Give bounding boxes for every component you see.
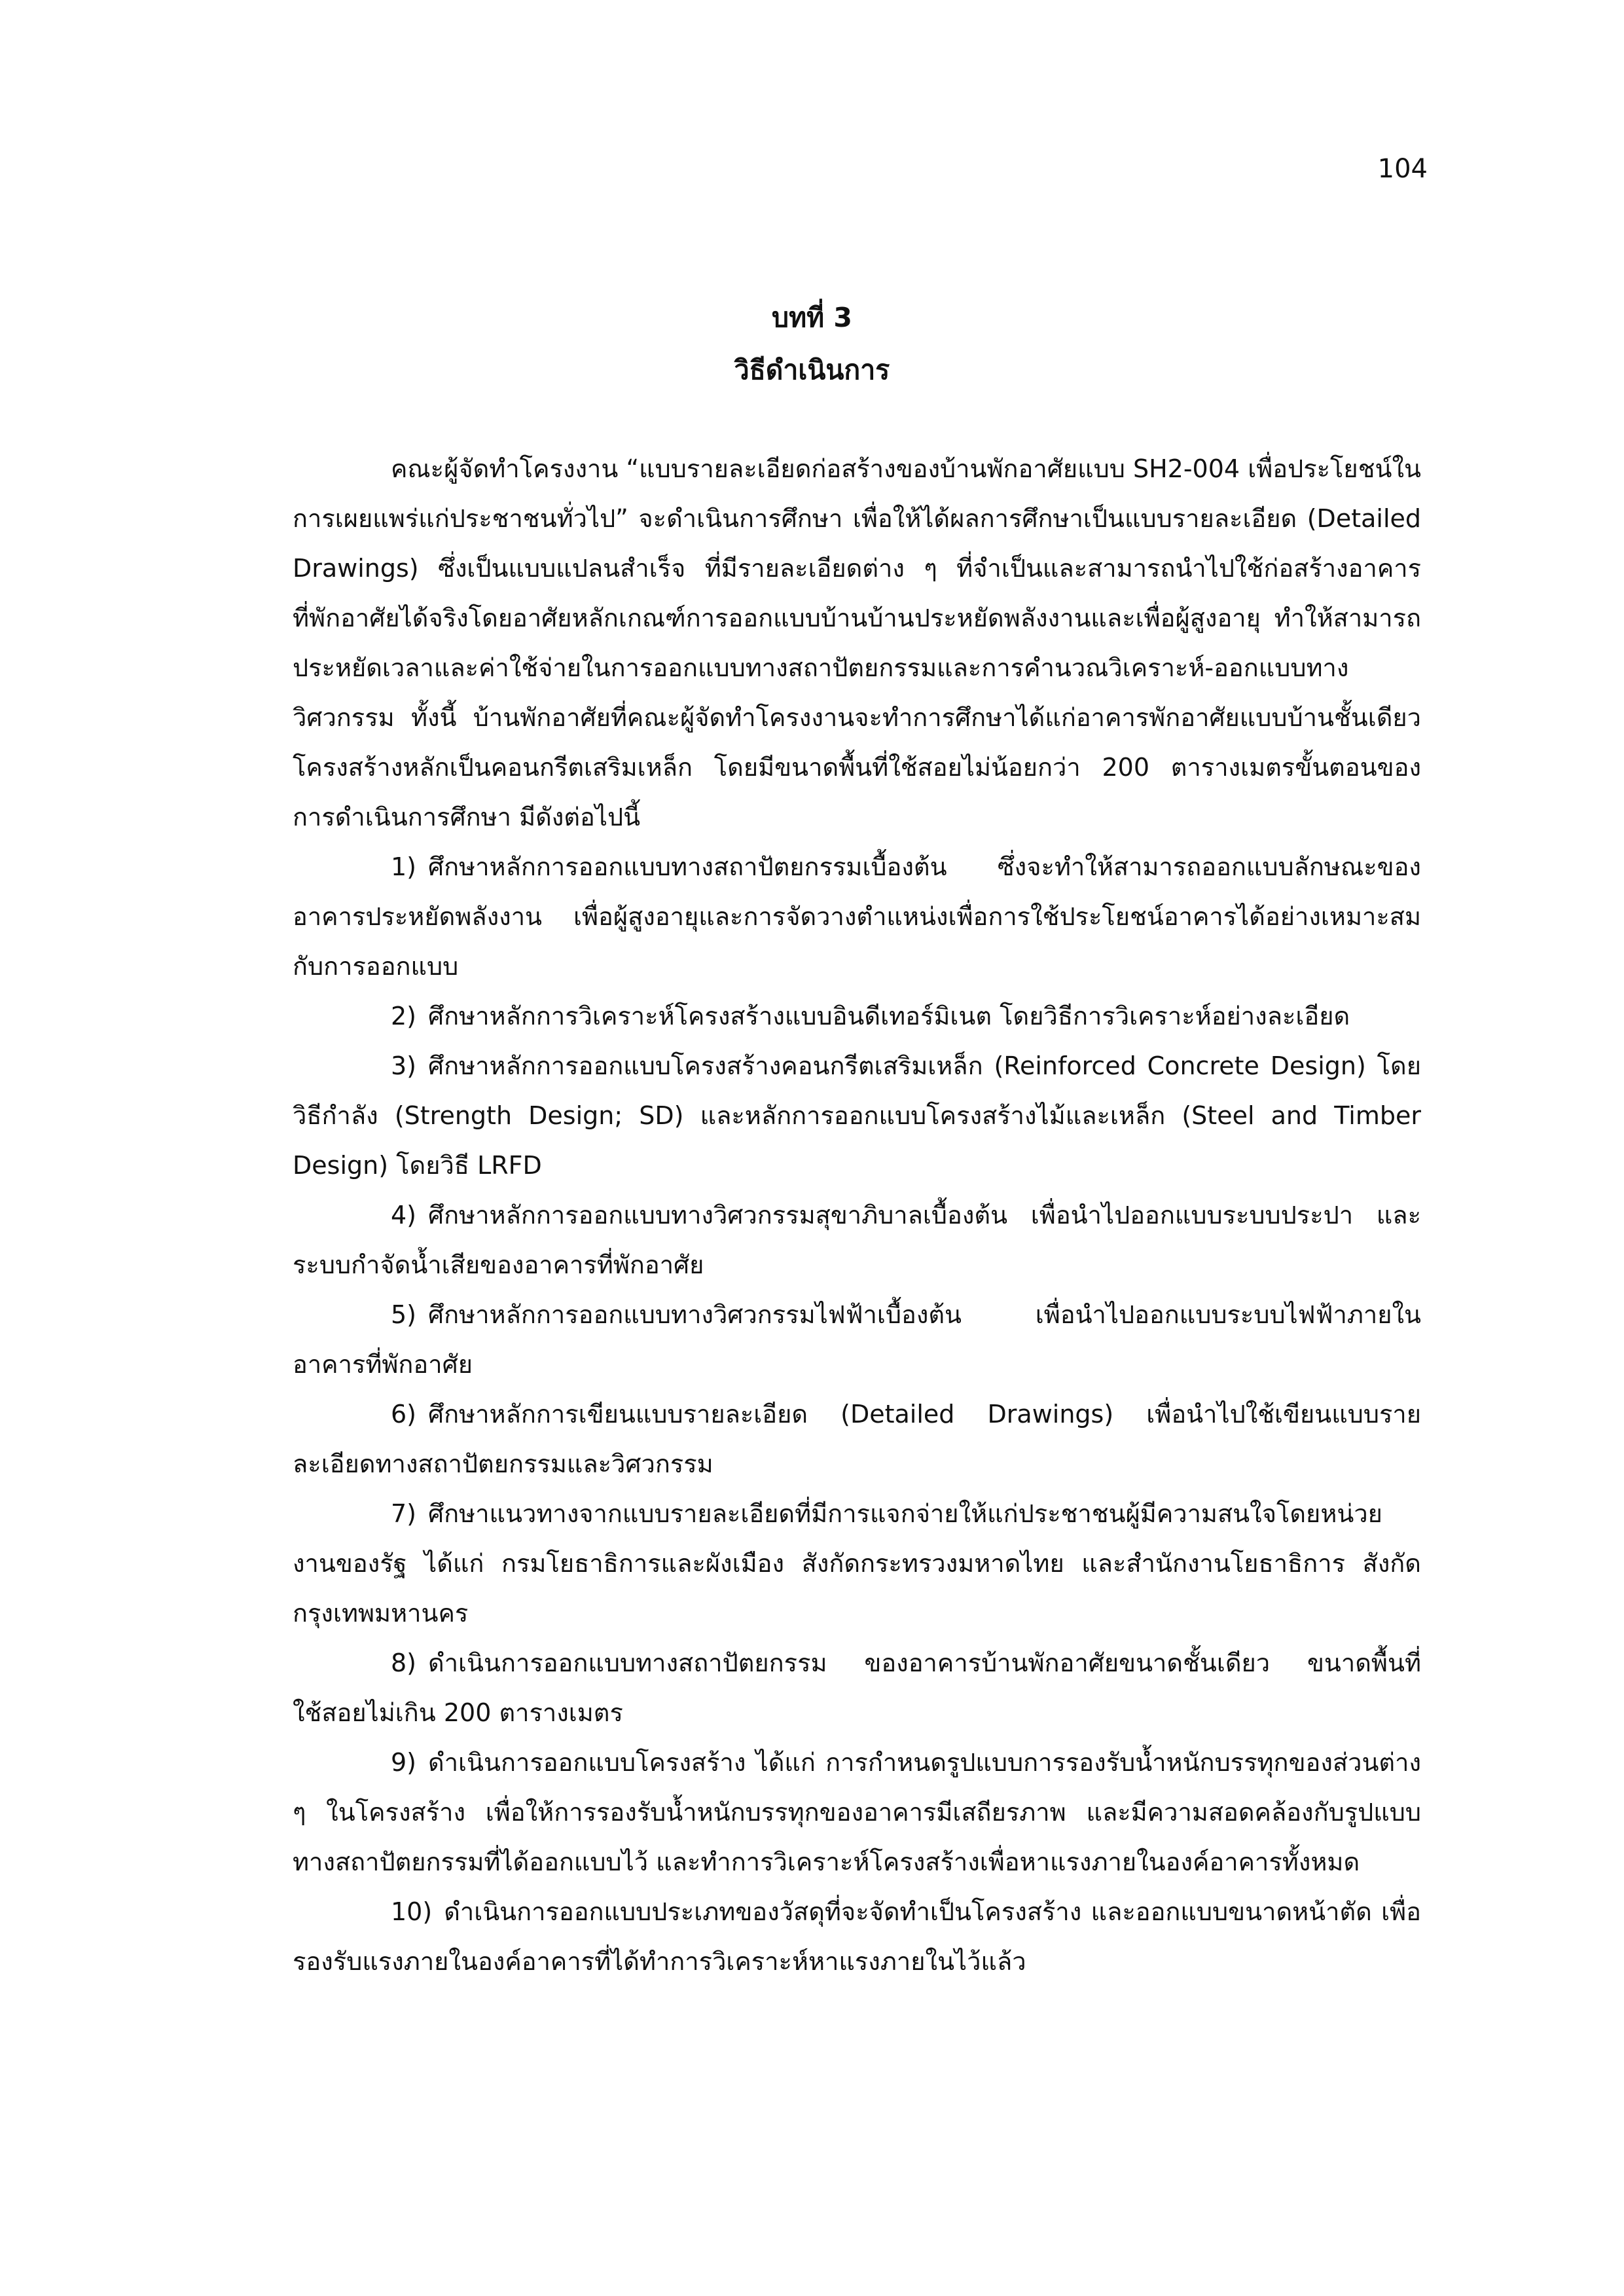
list-item-text: ศึกษาหลักการออกแบบทางวิศวกรรมสุขาภิบาลเบื้องต้น เพื่อนำไปออกแบบระบบประปา และระบบกำจัดน้ำเสียของอาคารที่พักอาศัย bbox=[293, 1201, 1421, 1279]
intro-paragraph: คณะผู้จัดทำโครงงาน “แบบรายละเอียดก่อสร้างของบ้านพักอาศัยแบบ SH2-004 เพื่อประโยชน์ในการเผยแพร่แก่ประชาชนทั่วไป” จะดำเนินการศึกษา เพื่อให้ได้ผลการศึกษาเป็นแบบรายละเอียด (Detailed Drawings) ซึ่งเป็นแบบแปลนสำเร็จ ที่มีรายละเอียดต่าง ๆ ที่จำเป็นและสามารถนำไปใช้ก่อสร้างอาคารที่พักอาศัยได้จริงโดยอาศัยหลักเกณฑ์การออกแบบบ้านบ้านประหยัดพลังงานและเพื่อผู้สูงอายุ ทำให้สามารถประหยัดเวลาและค่าใช้จ่ายในการออกแบบทางสถาปัตยกรรมและการคำนวณวิเคราะห์-ออกแบบทางวิศวกรรม ทั้งนี้ บ้านพักอาศัยที่คณะผู้จัดทำโครงงานจะทำการศึกษาได้แก่อาคารพักอาศัยแบบบ้านชั้นเดียว โครงสร้างหลักเป็นคอนกรีตเสริมเหล็ก โดยมีขนาดพื้นที่ใช้สอยไม่น้อยกว่า 200 ตารางเมตรขั้นตอนของการดำเนินการศึกษา มีดังต่อไปนี้ bbox=[293, 454, 1421, 831]
list-item bbox=[293, 1887, 1421, 1986]
list-item-number: 3) bbox=[391, 1051, 417, 1080]
list-item-number: 1) bbox=[391, 852, 417, 881]
list-item-number: 2) bbox=[391, 1002, 417, 1030]
list-item-text: ศึกษาหลักการวิเคราะห์โครงสร้างแบบอินดีเทอร์มิเนต โดยวิธีการวิเคราะห์อย่างละเอียด bbox=[428, 1002, 1350, 1030]
list-item-text: ดำเนินการออกแบบโครงสร้าง ได้แก่ การกำหนดรูปแบบการรองรับน้ำหนักบรรทุกของส่วนต่าง ๆ ในโครงสร้าง เพื่อให้การรองรับน้ำหนักบรรทุกของอาคารมีเสถียรภาพ และมีความสอดคล้องกับรูปแบบทางสถาปัตยกรรมที่ได้ออกแบบไว้ และทำการวิเคราะห์โครงสร้างเพื่อหาแรงภายในองค์อาคารทั้งหมด bbox=[293, 1748, 1421, 1876]
chapter-body bbox=[293, 444, 1421, 1986]
list-item bbox=[293, 991, 1421, 1041]
list-item-text: ศึกษาหลักการออกแบบโครงสร้างคอนกรีตเสริมเหล็ก (Reinforced Concrete Design) โดยวิธีกำลัง (Strength Design; SD) และหลักการออกแบบโครงสร้างไม้และเหล็ก (Steel and Timber Design) โดยวิธี LRFD bbox=[293, 1051, 1421, 1180]
list-item-text: ศึกษาหลักการออกแบบทางสถาปัตยกรรมเบื้องต้น ซึ่งจะทำให้สามารถออกแบบลักษณะของอาคารประหยัดพลังงาน เพื่อผู้สูงอายุและการจัดวางตำแหน่งเพื่อการใช้ประโยชน์อาคารได้อย่างเหมาะสมกับการออกแบบ bbox=[293, 852, 1421, 981]
list-item bbox=[293, 842, 1421, 991]
page-number: 104 bbox=[1377, 154, 1428, 184]
list-item-text: ดำเนินการออกแบบทางสถาปัตยกรรม ของอาคารบ้านพักอาศัยขนาดชั้นเดียว ขนาดพื้นที่ใช้สอยไม่เกิน 200 ตารางเมตร bbox=[293, 1649, 1421, 1727]
list-item-text: ดำเนินการออกแบบประเภทของวัสดุที่จะจัดทำเป็นโครงสร้าง และออกแบบขนาดหน้าตัด เพื่อรองรับแรงภายในองค์อาคารที่ได้ทำการวิเคราะห์หาแรงภายในไว้แล้ว bbox=[293, 1897, 1421, 1976]
list-item-number: 5) bbox=[391, 1300, 417, 1329]
list-item-number: 6) bbox=[391, 1400, 417, 1429]
list-item bbox=[293, 1489, 1421, 1638]
list-item-number: 9) bbox=[391, 1748, 417, 1777]
list-item bbox=[293, 1190, 1421, 1290]
list-item-text: ศึกษาแนวทางจากแบบรายละเอียดที่มีการแจกจ่ายให้แก่ประชาชนผู้มีความสนใจโดยหน่วยงานของรัฐ ได้แก่ กรมโยธาธิการและผังเมือง สังกัดกระทรวงมหาดไทย และสำนักงานโยธาธิการ สังกัดกรุงเทพมหานคร bbox=[293, 1499, 1421, 1628]
list-item bbox=[293, 1638, 1421, 1738]
chapter-heading bbox=[0, 291, 1624, 396]
list-item-number: 7) bbox=[391, 1499, 417, 1528]
chapter-title: วิธีดำเนินการ bbox=[734, 354, 890, 386]
list-item bbox=[293, 1389, 1421, 1489]
list-item bbox=[293, 1738, 1421, 1887]
list-item-number: 4) bbox=[391, 1201, 417, 1230]
list-item-number: 8) bbox=[391, 1649, 417, 1677]
list-item-text: ศึกษาหลักการเขียนแบบรายละเอียด (Detailed Drawings) เพื่อนำไปใช้เขียนแบบรายละเอียดทางสถาปัตยกรรมและวิศวกรรม bbox=[293, 1400, 1421, 1478]
list-item-number: 10) bbox=[391, 1897, 433, 1926]
list-item bbox=[293, 1290, 1421, 1389]
list-item bbox=[293, 1041, 1421, 1190]
list-item-text: ศึกษาหลักการออกแบบทางวิศวกรรมไฟฟ้าเบื้องต้น เพื่อนำไปออกแบบระบบไฟฟ้าภายในอาคารที่พักอาศัย bbox=[293, 1300, 1421, 1379]
chapter-number: บทที่ 3 bbox=[772, 302, 852, 333]
